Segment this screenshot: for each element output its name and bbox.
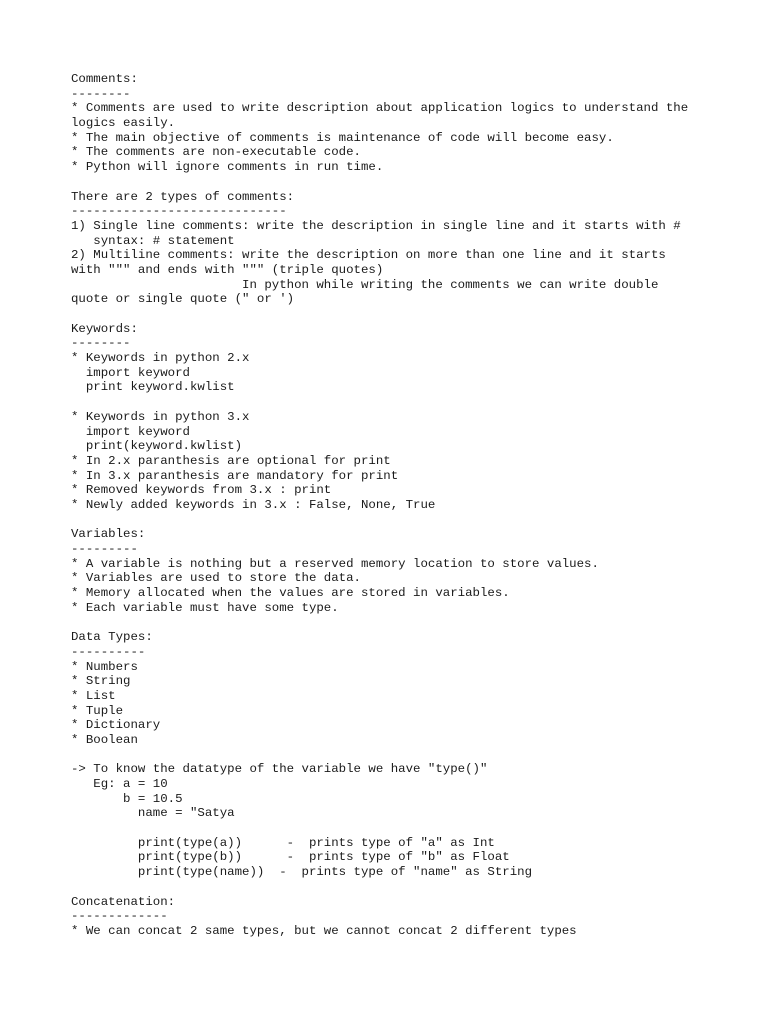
text-line: * Boolean [71, 732, 138, 747]
text-line: * Variables are used to store the data. [71, 571, 361, 586]
blank-line [71, 395, 751, 410]
text-line: Keywords: [71, 321, 138, 336]
text-line: * We can concat 2 same types, but we cannot concat 2 different types [71, 923, 577, 938]
text-line: 1) Single line comments: write the description in single line and it starts with # [71, 218, 681, 233]
text-line: print(type(name)) - prints type of "name" as String [71, 865, 533, 880]
text-line: -> To know the datatype of the variable we have "type()" [71, 762, 488, 777]
text-line: * Numbers [71, 659, 138, 674]
text-line: --------- [71, 542, 138, 556]
text-line: * Tuple [71, 703, 124, 718]
text-line: * List [71, 688, 116, 703]
text-line: * Comments are used to write description about application logics to understand the [71, 101, 689, 116]
text-line: * Each variable must have some type. [71, 600, 339, 615]
text-line: b = 10.5 [71, 791, 183, 806]
text-line: name = "Satya [71, 806, 235, 821]
text-line: * In 3.x paranthesis are mandatory for print [71, 468, 399, 483]
text-line: * Removed keywords from 3.x : print [71, 483, 332, 498]
text-line: Comments: [71, 72, 138, 86]
text-line: * In 2.x paranthesis are optional for print [71, 453, 391, 468]
text-line: quote or single quote (" or ') [71, 292, 295, 307]
text-line: ----------------------------- [71, 204, 287, 219]
text-line: * String [71, 674, 131, 689]
text-line: import keyword [71, 424, 190, 439]
text-line: 2) Multiline comments: write the description on more than one line and it starts [71, 248, 666, 263]
text-line: print(keyword.kwlist) [71, 439, 243, 454]
text-line: Eg: a = 10 [71, 777, 168, 791]
text-line: with """ and ends with """ (triple quotes) [71, 262, 384, 277]
blank-line [71, 175, 751, 190]
text-line: print keyword.kwlist [71, 380, 235, 395]
text-line: * Dictionary [71, 718, 161, 733]
text-line: * The main objective of comments is maintenance of code will become easy. [71, 130, 614, 145]
blank-line [71, 513, 751, 528]
text-line: ---------- [71, 644, 146, 659]
text-line: In python while writing the comments we can write double [71, 277, 659, 292]
text-line: print(type(b)) - prints type of "b" as Float [71, 850, 510, 865]
text-line: * Python will ignore comments in run time. [71, 160, 384, 175]
text-line: -------- [71, 86, 131, 101]
blank-line [71, 748, 751, 763]
blank-line [71, 615, 751, 630]
text-line: Concatenation: [71, 894, 176, 909]
blank-line [71, 307, 751, 322]
text-line: logics easily. [71, 116, 176, 131]
text-line: * The comments are non-executable code. [71, 145, 361, 160]
text-line: * Keywords in python 3.x [71, 409, 250, 424]
text-line: There are 2 types of comments: [71, 189, 295, 204]
text-line: Data Types: [71, 630, 153, 645]
text-line: * Memory allocated when the values are stored in variables. [71, 586, 510, 601]
text-line: syntax: # statement [71, 233, 235, 248]
text-line: import keyword [71, 365, 190, 380]
text-line: -------- [71, 336, 131, 351]
document-page [71, 72, 751, 939]
text-line: * A variable is nothing but a reserved memory location to store values. [71, 556, 599, 571]
text-line: * Keywords in python 2.x [71, 351, 250, 366]
text-line: Variables: [71, 527, 146, 542]
blank-line [71, 821, 751, 836]
text-line: ------------- [71, 909, 168, 924]
text-line: print(type(a)) - prints type of "a" as Int [71, 835, 495, 850]
text-line: * Newly added keywords in 3.x : False, None, True [71, 497, 436, 512]
blank-line [71, 880, 751, 895]
